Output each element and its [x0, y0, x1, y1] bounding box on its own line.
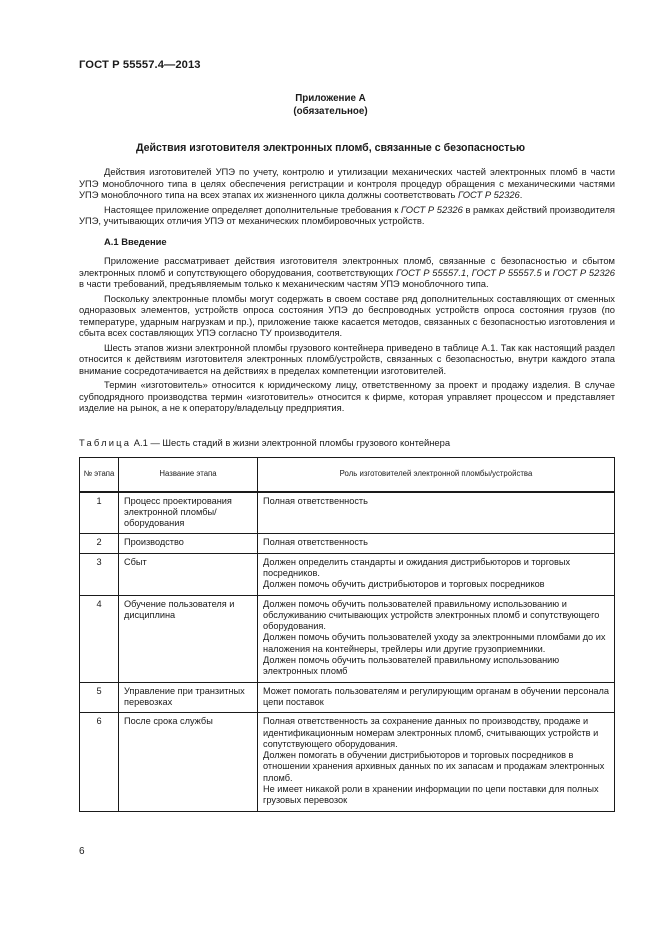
stage-name: Управление при транзитных перевозках	[119, 682, 258, 713]
table-row	[80, 534, 615, 553]
standard-header: ГОСТ Р 55557.4—2013	[79, 59, 201, 71]
table-row	[80, 553, 615, 595]
stage-name: Производство	[119, 534, 258, 553]
header-role: Роль изготовителей электронной пломбы/устройства	[258, 458, 615, 492]
appendix-status: (обязательное)	[293, 106, 368, 117]
table-header-row	[80, 458, 615, 492]
main-title: Действия изготовителя электронных пломб, связанные с безопасностью	[135, 142, 526, 154]
appendix-heading	[0, 92, 661, 118]
section-paragraph-3: Шесть этапов жизни электронной пломбы грузового контейнера приведено в таблице А.1. Так как настоящий раздел относится к действиям изготовителя электронных пломб/устройств, связанных с безопасностью, внутри каждого этапа внимание сосредотачивается на действиях в пределах компетенции изготовителей.	[79, 341, 615, 376]
standard-reference: ГОСТ Р 55557.5	[471, 266, 542, 278]
section-paragraph-1: Приложение рассматривает действия изготовителя электронных пломб, связанные с безопасностью и сбытом электронных пломб и сопутствующего оборудования, соответствующих ГОСТ Р 55557.1, ГОСТ Р 55557.5 и ГОСТ Р 52326 в части требований, предъявляемым только к механическим частям УПЭ моноблочного типа.	[79, 255, 615, 289]
page-number: 6	[79, 846, 85, 857]
stage-number: 6	[80, 713, 119, 811]
stage-number: 4	[80, 595, 119, 682]
stage-name: Сбыт	[119, 553, 258, 595]
appendix-title: Приложение А	[295, 93, 366, 104]
stage-name: Процесс проектирования электронной пломбы/оборудования	[119, 492, 258, 534]
table-row	[80, 713, 615, 811]
section-paragraph-2: Поскольку электронные пломбы могут содержать в своем составе ряд дополнительных составляющих от сменных одноразовых элементов, устройств опроса состояния УПЭ до беспроводных устройств опроса состояния грузов (по температуре, ударным нагрузкам и пр.), приложение также касается методов, связанных с безопасностью изготовления и сбыта всех составляющих УПЭ согласно ТУ производителя.	[79, 292, 615, 338]
table-row	[80, 492, 615, 534]
stage-role: Полная ответственность	[258, 492, 615, 534]
table-row	[80, 682, 615, 713]
stage-role: Полная ответственность	[258, 534, 615, 553]
stage-role: Полная ответственность за сохранение данных по производству, продаже и идентификационным номерам электронных пломб, считывающих устройств и сопутствующего оборудования. Должен помогать в обучении дистрибьюторов и торговых посредников в отношении хранения архивных данных по их запасам и продажам электронных пломб. Не имеет никакой роли в хранении информации по цепи поставки для полных грузовых перевозок	[258, 713, 615, 811]
standard-reference: ГОСТ Р 52326	[552, 266, 615, 278]
stage-number: 3	[80, 553, 119, 595]
section-paragraph-4: Термин «изготовитель» относится к юридическому лицу, ответственному за проект и продажу изделия. В случае субподрядного производства термин «изготовитель» относится к фирме, которая управляет процессом и представляет изделие на рынок, а не к оператору/владельцу предприятия.	[79, 379, 615, 413]
stages-table	[79, 457, 615, 812]
header-name: Название этапа	[119, 458, 258, 492]
stage-name: Обучение пользователя и дисциплина	[119, 595, 258, 682]
stage-name: После срока службы	[119, 713, 258, 811]
intro-paragraph-1: Действия изготовителей УПЭ по учету, контролю и утилизации механических частей электронных пломб в части УПЭ моноблочного типа в целях обеспечения регистрации и контроля процедур обращения с механическими частями УПЭ моноблочного типа на всех этапах их жизненного цикла должны соответствовать ГОСТ Р 52326.	[79, 166, 615, 200]
stage-number: 5	[80, 682, 119, 713]
stage-role: Должен определить стандарты и ожидания дистрибьюторов и торговых посредников. Должен помочь обучить дистрибьюторов и торговых посредников	[258, 553, 615, 595]
section-heading-a1: А.1 Введение	[104, 235, 167, 247]
intro-paragraph-2: Настоящее приложение определяет дополнительные требования к ГОСТ Р 52326 в рамках действий производителя УПЭ, учитывающих отличия УПЭ от механических пломбировочных устройств.	[79, 203, 615, 226]
stage-role: Может помогать пользователям и регулирующим органам в обучении персонала цепи поставок	[258, 682, 615, 713]
standard-reference: ГОСТ Р 52326	[457, 189, 520, 200]
header-num: № этапа	[80, 458, 119, 492]
stage-number: 2	[80, 534, 119, 553]
stage-role: Должен помочь обучить пользователей правильному использованию и обслуживанию считывающих устройств электронных пломб и сопутствующего оборудования. Должен помочь обучить пользователей уходу за электронными пломбами до их наложения на контейнеры, трейлеры или другие грузоприемники. Должен помочь обучить пользователей правильному использованию электронных пломб	[258, 595, 615, 682]
table-row	[80, 595, 615, 682]
document-body	[79, 166, 615, 417]
table-caption: Таблица А.1 — Шесть стадий в жизни электронной пломбы грузового контейнера	[79, 437, 451, 448]
standard-reference: ГОСТ Р 55557.1	[396, 266, 467, 278]
standard-reference: ГОСТ Р 52326	[400, 203, 463, 215]
stage-number: 1	[80, 492, 119, 534]
